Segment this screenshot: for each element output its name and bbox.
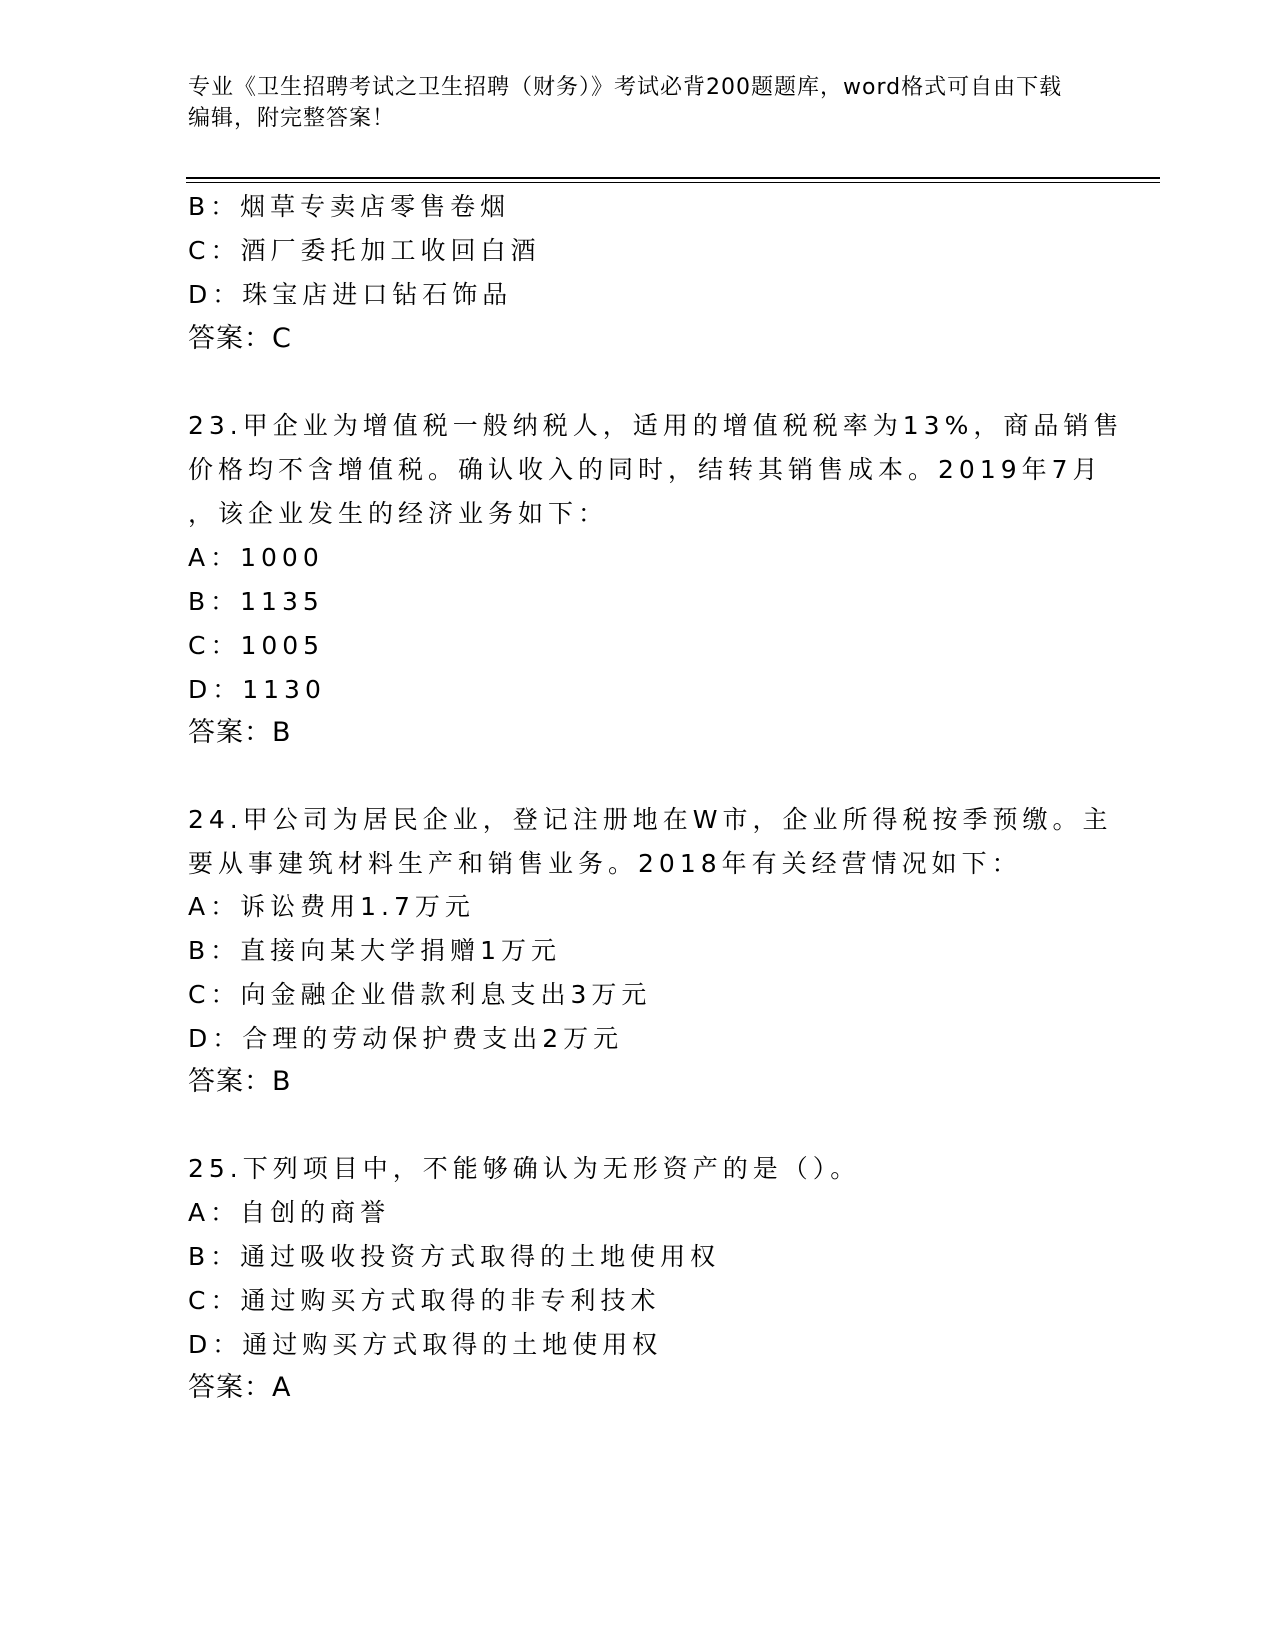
q24-answer: 答案：B: [188, 1066, 292, 1097]
q24-option-a: A：诉讼费用1.7万元: [188, 892, 475, 921]
q22-answer: 答案：C: [188, 323, 292, 354]
q25-option-a: A：自创的商誉: [188, 1198, 391, 1227]
q25-option-d: D：通过购买方式取得的土地使用权: [188, 1330, 663, 1359]
q24-option-b: B：直接向某大学捐赠1万元: [188, 936, 562, 965]
header-rule-thick: [186, 177, 1160, 179]
q25-option-b: B：通过吸收投资方式取得的土地使用权: [188, 1242, 721, 1271]
q23-answer: 答案：B: [188, 717, 292, 748]
q23-stem-line-3: ，该企业发生的经济业务如下：: [188, 499, 609, 528]
q24-option-d: D：合理的劳动保护费支出2万元: [188, 1024, 624, 1053]
document-header: 专业《卫生招聘考试之卫生招聘（财务）》考试必背200题题库，word格式可自由下载编辑，附完整答案！: [188, 75, 1063, 131]
q25-option-c: C：通过购买方式取得的非专利技术: [188, 1286, 661, 1315]
q23-option-b: B：1135: [188, 587, 324, 616]
q23-option-a: A：1000: [188, 543, 324, 572]
q23-option-d: D：1130: [188, 675, 326, 704]
q22-option-b: B：烟草专卖店零售卷烟: [188, 192, 511, 221]
q23-stem-line-2: 价格均不含增值税。确认收入的同时，结转其销售成本。2019年7月: [188, 455, 1103, 484]
q22-option-c: C：酒厂委托加工收回白酒: [188, 236, 541, 265]
q22-option-d: D：珠宝店进口钻石饰品: [188, 280, 513, 309]
q25-stem-line-1: 25.下列项目中，不能够确认为无形资产的是（）。: [188, 1154, 861, 1183]
q25-answer: 答案：A: [188, 1372, 292, 1403]
q24-stem-line-2: 要从事建筑材料生产和销售业务。2018年有关经营情况如下：: [188, 849, 1022, 878]
q23-stem-line-1: 23.甲企业为增值税一般纳税人，适用的增值税税率为13%，商品销售: [188, 411, 1124, 440]
q24-stem-line-1: 24.甲公司为居民企业，登记注册地在W市，企业所得税按季预缴。主: [188, 805, 1113, 834]
q24-option-c: C：向金融企业借款利息支出3万元: [188, 980, 652, 1009]
q23-option-c: C：1005: [188, 631, 325, 660]
header-rule-thin: [186, 182, 1160, 183]
